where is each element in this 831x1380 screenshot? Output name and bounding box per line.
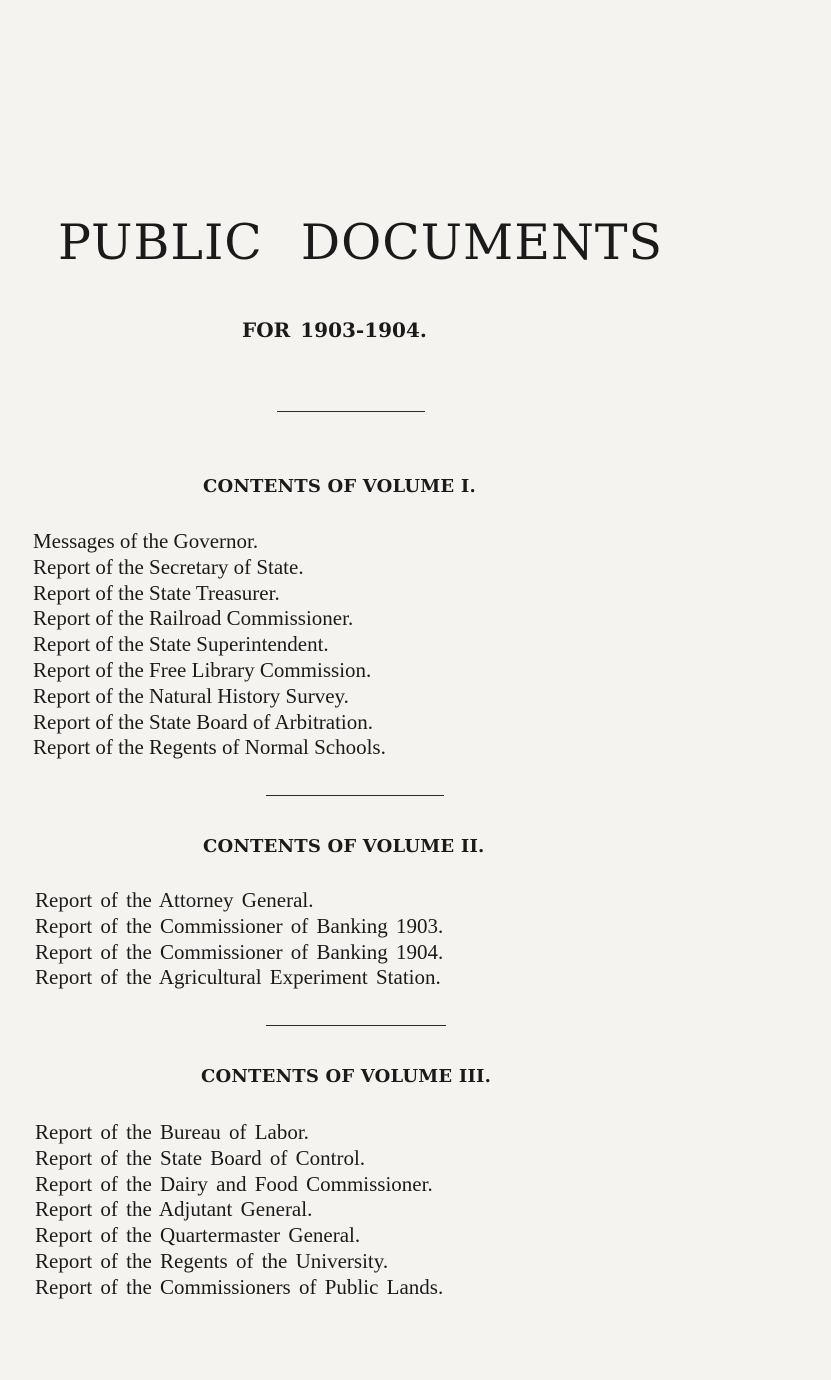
list-item: Report of the Attorney General. [35, 888, 314, 912]
list-item: Report of the Bureau of Labor. [35, 1120, 309, 1144]
list-item: Report of the Commissioner of Banking 1904. [35, 939, 444, 964]
list-item: Report of the Natural History Survey. [33, 683, 349, 708]
list-item: Report of the State Board of Control. [35, 1145, 366, 1170]
list-item: Report of the Regents of Normal Schools. [33, 735, 386, 760]
document-subtitle [242, 318, 427, 342]
list-item: Report of the Adjutant General. [35, 1197, 313, 1222]
volume-2-heading: CONTENTS OF VOLUME II. [203, 836, 485, 857]
volume-1-heading: CONTENTS OF VOLUME I. [203, 476, 476, 497]
subtitle-years: 1903-1904. [300, 318, 427, 342]
list-item: Report of the Quartermaster General. [35, 1223, 361, 1248]
document-title [58, 214, 663, 271]
list-item: Messages of the Governor. [33, 529, 259, 553]
divider-rule-3 [266, 1025, 446, 1026]
list-item: Report of the Commissioners of Public Lands. [35, 1274, 444, 1299]
volume-3-heading: CONTENTS OF VOLUME III. [201, 1066, 492, 1087]
list-item: Report of the Dairy and Food Commissioner. [35, 1171, 433, 1196]
subtitle-prefix: FOR [242, 318, 291, 342]
list-item: Report of the Agricultural Experiment Station. [35, 965, 441, 990]
list-item: Report of the State Board of Arbitration. [33, 709, 374, 734]
title-word-public: PUBLIC [58, 214, 263, 271]
volume-1-contents-list [33, 529, 386, 761]
title-word-documents: DOCUMENTS [300, 214, 664, 271]
volume-2-contents-list [35, 888, 443, 991]
list-item: Report of the State Superintendent. [33, 632, 329, 657]
list-item: Report of the Secretary of State. [33, 554, 304, 579]
list-item: Report of the Railroad Commissioner. [33, 606, 354, 631]
list-item: Report of the State Treasurer. [33, 580, 280, 605]
divider-rule-1 [277, 411, 425, 412]
divider-rule-2 [266, 795, 444, 796]
list-item: Report of the Commissioner of Banking 1903. [35, 913, 444, 938]
volume-3-contents-list [35, 1120, 443, 1301]
list-item: Report of the Free Library Commission. [33, 657, 372, 682]
list-item: Report of the Regents of the University. [35, 1248, 389, 1273]
